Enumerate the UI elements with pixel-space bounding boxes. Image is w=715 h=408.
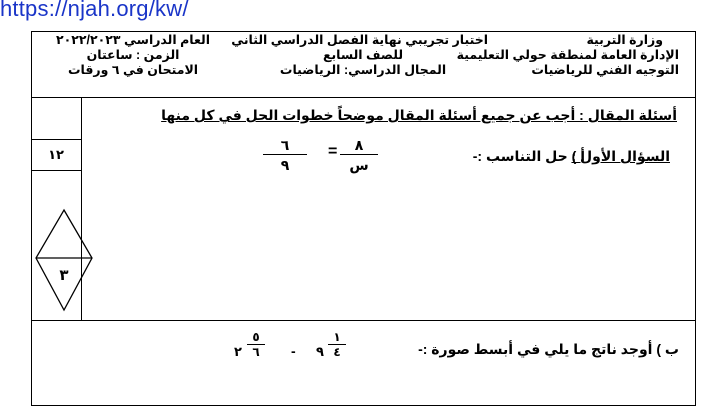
fraction-bar — [263, 154, 307, 155]
header-page-count: الامتحان في ٦ ورقات — [67, 63, 199, 77]
header-grade: للصف السابع — [322, 48, 404, 62]
proportion-right-fraction — [263, 137, 307, 174]
term1-fraction — [328, 330, 346, 359]
term2-whole: ٢ — [234, 344, 242, 359]
minus-sign: - — [291, 343, 296, 359]
question-one-heading: السؤال الأول : — [571, 148, 670, 164]
part-a-label: أ ) حل التناسب :- — [472, 148, 585, 164]
header-subject: المجال الدراسي: الرياضيات — [279, 63, 447, 77]
right-numerator: ٦ — [280, 137, 290, 153]
header-duration: الزمن : ساعتان — [86, 48, 180, 62]
term2-numerator: ٥ — [252, 330, 260, 344]
term2-denominator: ٦ — [252, 345, 260, 359]
score-cell-top — [31, 139, 81, 140]
proportion-left-fraction — [340, 137, 378, 174]
header-ministry: وزارة التربية — [586, 33, 663, 47]
term1-denominator: ٤ — [333, 345, 341, 359]
score-value: ١٢ — [48, 147, 64, 162]
term1-whole: ٩ — [316, 344, 324, 359]
header-exam-title: اختبار تجريبي نهاية الفصل الدراسي الثاني — [231, 33, 488, 47]
term1-numerator: ١ — [333, 330, 341, 344]
header-directorate: الإدارة العامة لمنطقة حولي التعليمية — [456, 48, 679, 62]
part-b-label: ب ) أوجد ناتج ما يلي في أبسط صورة :- — [418, 341, 679, 357]
header-academic-year: العام الدراسي ٢٠٢٢/٢٠٢٣ — [56, 33, 210, 47]
diamond-value: ٣ — [59, 267, 69, 284]
left-denominator: س — [349, 157, 369, 173]
header-supervision: التوجيه الفني للرياضيات — [531, 63, 679, 77]
term2-fraction — [247, 330, 265, 359]
section-divider — [31, 320, 696, 321]
score-cell-bottom — [31, 170, 81, 171]
score-diamond — [34, 208, 94, 312]
left-numerator: ٨ — [354, 137, 364, 153]
header-divider — [31, 97, 696, 98]
fraction-bar — [340, 154, 378, 155]
right-denominator: ٩ — [280, 157, 290, 173]
source-url[interactable]: https://njah.org/kw/ — [0, 0, 189, 21]
essay-instructions: أسئلة المقال : أجب عن جميع أسئلة المقال موضحاً خطوات الحل في كل منها — [161, 107, 677, 123]
equals-sign: = — [328, 143, 338, 160]
